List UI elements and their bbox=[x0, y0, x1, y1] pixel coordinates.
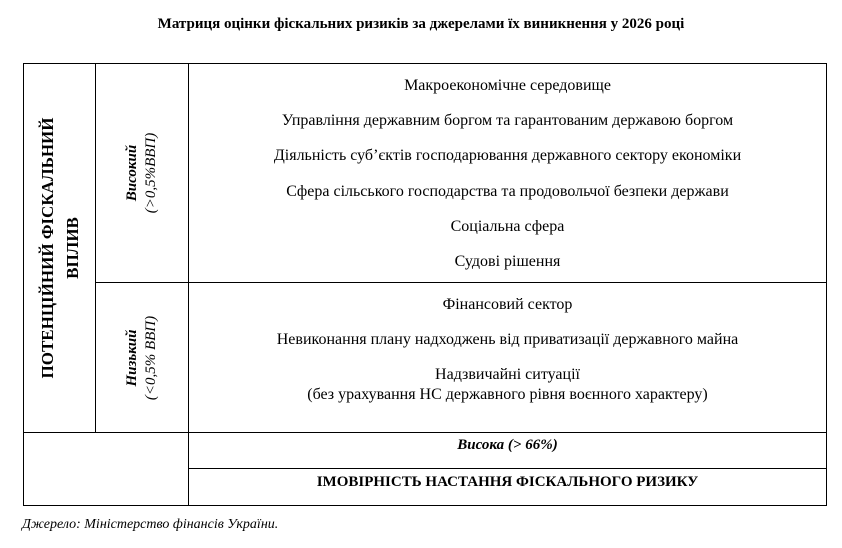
risk-item-debt-management: Управління державним боргом та гарантованим державою боргом bbox=[281, 112, 734, 130]
risk-item-privatization: Невиконання плану надходжень від приватизації державного майна bbox=[276, 331, 739, 348]
low-level-threshold: (<0,5% ВВП) bbox=[143, 315, 159, 400]
low-level-cell bbox=[96, 283, 188, 432]
risk-item-macroeconomic: Макроекономічне середовище bbox=[404, 77, 611, 94]
high-level-cell bbox=[96, 64, 188, 282]
risk-item-financial-sector: Фінансовий сектор bbox=[442, 296, 573, 313]
y-axis-title-line1: ПОТЕНЦІЙНИЙ ФІСКАЛЬНИЙ bbox=[37, 117, 57, 379]
high-level-label bbox=[123, 133, 161, 214]
high-level-name: Високий bbox=[124, 144, 140, 202]
low-risk-list bbox=[189, 295, 826, 425]
risk-item-emergencies bbox=[189, 365, 826, 405]
risk-item-court-decisions: Судові рішення bbox=[454, 252, 561, 270]
risk-item-agriculture: Сфера сільського господарства та продовольчої безпеки держави bbox=[286, 182, 729, 200]
high-level-threshold: (>0,5%ВВП) bbox=[143, 132, 159, 214]
y-axis-title bbox=[35, 117, 85, 378]
risk-item-social: Соціальна сфера bbox=[450, 217, 565, 235]
risk-item-emergencies-line1: Надзвичайні ситуації bbox=[435, 366, 580, 383]
low-level-name: Низький bbox=[124, 328, 140, 387]
source-note: Джерело: Міністерство фінансів України. bbox=[22, 517, 279, 532]
x-axis-title: ІМОВІРНІСТЬ НАСТАННЯ ФІСКАЛЬНОГО РИЗИКУ bbox=[316, 474, 699, 490]
low-level-label bbox=[123, 315, 161, 399]
y-axis-title-cell bbox=[24, 64, 95, 432]
high-probability-label: Висока (> 66%) bbox=[457, 437, 558, 453]
y-axis-title-line2: ВПЛИВ bbox=[62, 217, 82, 279]
risk-item-emergencies-line2: (без урахування НС державного рівня воєнного характеру) bbox=[307, 386, 708, 403]
high-risk-list bbox=[189, 76, 826, 272]
document-title: Матриця оцінки фіскальних ризиків за джерелами їх виникнення у 2026 році bbox=[157, 16, 685, 32]
risk-item-state-enterprises: Діяльність суб’єктів господарювання державного сектору економіки bbox=[273, 147, 742, 165]
